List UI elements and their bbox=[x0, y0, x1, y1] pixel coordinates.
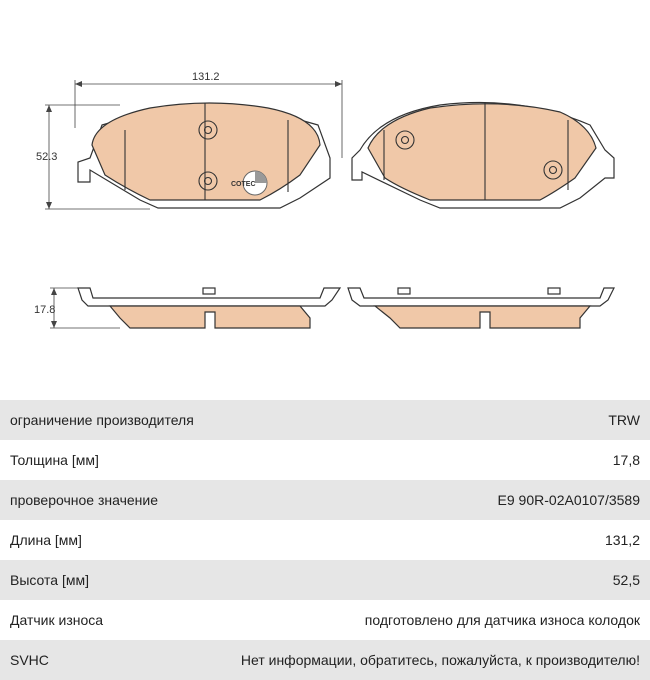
thickness-dimension bbox=[34, 288, 120, 328]
pad-side-right bbox=[348, 288, 614, 328]
pad-front-right bbox=[352, 102, 614, 208]
spec-value: подготовлено для датчика износа колодок bbox=[213, 600, 650, 640]
specs-table bbox=[0, 400, 650, 680]
spec-label: Толщина [мм] bbox=[0, 440, 213, 480]
spec-row bbox=[0, 480, 650, 520]
spec-value: 17,8 bbox=[213, 440, 650, 480]
spec-value: Нет информации, обратитесь, пожалуйста, к производителю! bbox=[213, 640, 650, 680]
spec-value: 52,5 bbox=[213, 560, 650, 600]
spec-label: ограничение производителя bbox=[0, 400, 213, 440]
spec-row bbox=[0, 520, 650, 560]
spec-label: Датчик износа bbox=[0, 600, 213, 640]
spec-label: Длина [мм] bbox=[0, 520, 213, 560]
pad-front-left bbox=[78, 103, 330, 208]
spec-row bbox=[0, 400, 650, 440]
logo-text: COTEC bbox=[231, 181, 256, 188]
spec-row bbox=[0, 560, 650, 600]
spec-value: E9 90R-02A0107/3589 bbox=[213, 480, 650, 520]
height-dimension-label: 52.3 bbox=[36, 151, 58, 163]
spec-row bbox=[0, 640, 650, 680]
spec-label: Высота [мм] bbox=[0, 560, 213, 600]
thickness-dimension-label: 17.8 bbox=[34, 304, 56, 316]
width-dimension-label: 131.2 bbox=[192, 71, 220, 83]
spec-row bbox=[0, 600, 650, 640]
spec-row bbox=[0, 440, 650, 480]
spec-label: проверочное значение bbox=[0, 480, 213, 520]
spec-value: 131,2 bbox=[213, 520, 650, 560]
pad-side-left bbox=[78, 288, 340, 328]
spec-value: TRW bbox=[213, 400, 650, 440]
spec-label: SVHC bbox=[0, 640, 213, 680]
